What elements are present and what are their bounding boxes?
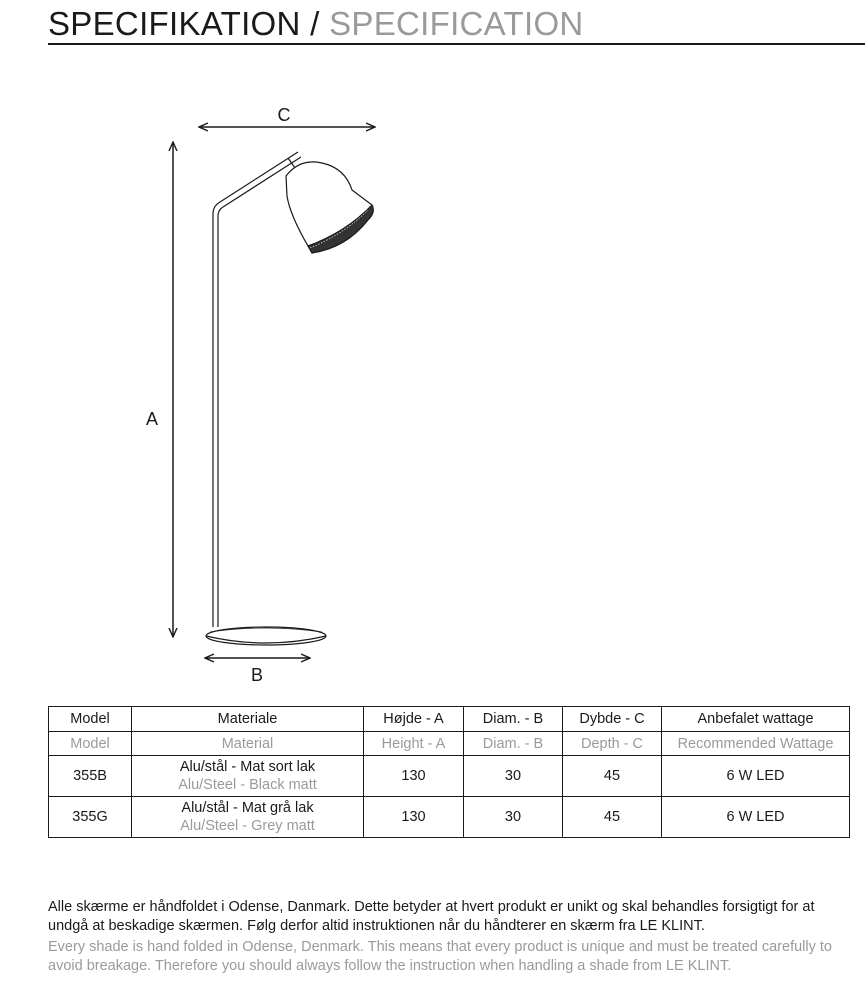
- header-cell: Material: [132, 732, 364, 756]
- title-danish: SPECIFIKATION: [48, 5, 301, 42]
- model-cell: 355G: [49, 797, 132, 838]
- material-english: Alu/Steel - Grey matt: [180, 818, 315, 834]
- header-cell: Height - A: [364, 732, 464, 756]
- depth-cell: 45: [563, 797, 662, 838]
- depth-cell: 45: [563, 756, 662, 797]
- material-english: Alu/Steel - Black matt: [178, 777, 317, 793]
- dimension-b-label: B: [250, 665, 264, 685]
- table-row: [49, 797, 850, 838]
- dimension-c-label: C: [277, 105, 291, 125]
- specification-table: [48, 706, 850, 838]
- header-cell: Materiale: [132, 707, 364, 732]
- material-cell: [132, 797, 364, 838]
- header-cell: Diam. - B: [464, 707, 563, 732]
- header-cell: Højde - A: [364, 707, 464, 732]
- header-cell: Anbefalet wattage: [662, 707, 850, 732]
- diameter-cell: 30: [464, 756, 563, 797]
- handling-note-english: Every shade is hand folded in Odense, Denmark. This means that every product is unique and must be treated carefully to avoid breakage. Therefore you should always follow the instruction when handling a shade from LE KLINT.: [48, 939, 832, 974]
- table-row: [49, 756, 850, 797]
- model-cell: 355B: [49, 756, 132, 797]
- material-danish: Alu/stål - Mat grå lak: [181, 800, 314, 816]
- height-cell: 130: [364, 797, 464, 838]
- table-header-row-english: [49, 732, 850, 756]
- wattage-cell: 6 W LED: [662, 756, 850, 797]
- floor-lamp-illustration: [206, 152, 373, 645]
- material-cell: [132, 756, 364, 797]
- title-english: SPECIFICATION: [329, 5, 584, 42]
- wattage-cell: 6 W LED: [662, 797, 850, 838]
- title-separator: /: [300, 5, 330, 42]
- header-cell: Model: [49, 707, 132, 732]
- handling-note-danish: Alle skærme er håndfoldet i Odense, Danmark. Dette betyder at hvert produkt er unikt og skal behandles forsigtigt for at undgå at beskadige skærmen. Følg derfor altid instruktionen når du håndterer en skærm fra LE KLINT.: [48, 899, 815, 934]
- table-header-row-danish: [49, 707, 850, 732]
- header-cell: Recommended Wattage: [662, 732, 850, 756]
- material-danish: Alu/stål - Mat sort lak: [179, 759, 316, 775]
- header-cell: Model: [49, 732, 132, 756]
- header-cell: Depth - C: [563, 732, 662, 756]
- header-cell: Dybde - C: [563, 707, 662, 732]
- header-cell: Diam. - B: [464, 732, 563, 756]
- dimension-a-label: A: [145, 409, 159, 429]
- height-cell: 130: [364, 756, 464, 797]
- diameter-cell: 30: [464, 797, 563, 838]
